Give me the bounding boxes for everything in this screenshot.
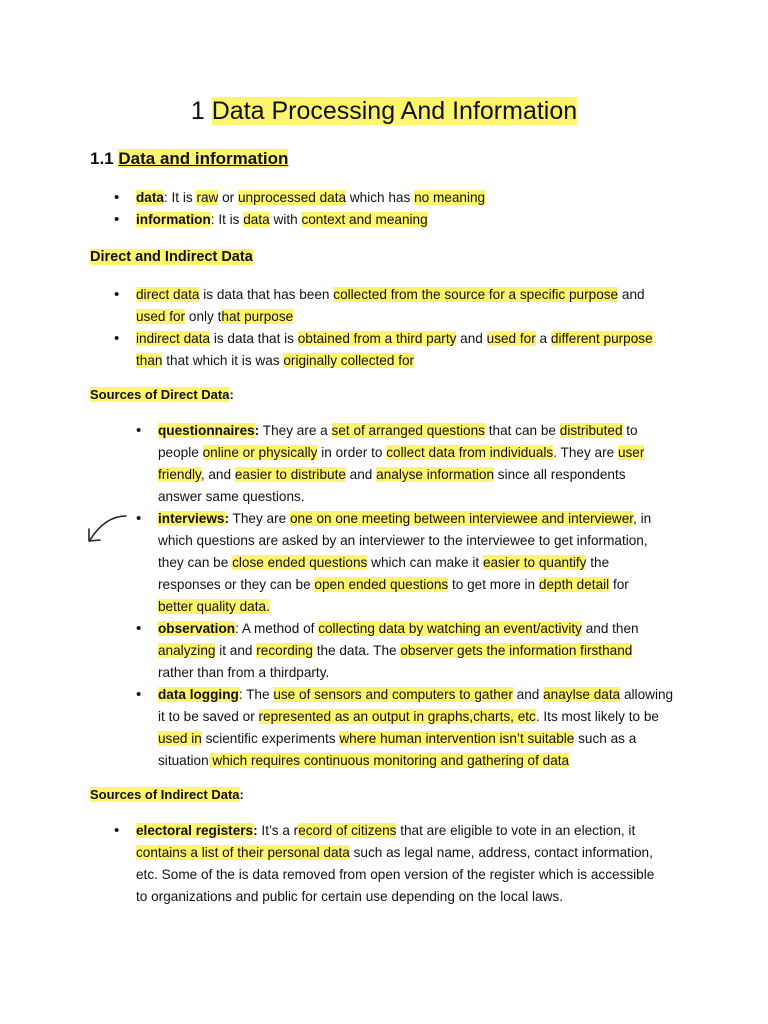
sources-direct-heading: Sources of Direct Data: [90, 387, 234, 402]
list-item: • electoral registers: It’s a record of citizens that are eligible to vote in an election, it contains a list of their personal data such as legal name, address, contact information, etc. Some of the is data removed from open version of the register which is accessible to organizations and public for certain use depending on the local laws. [136, 820, 681, 908]
handwritten-arrow-icon [82, 510, 130, 546]
section-heading: 1.1 Data and information [90, 149, 289, 168]
direct-indirect-heading: Direct and Indirect Data [90, 249, 253, 265]
list-item: • indirect data is data that is obtained from a third party and used for a different purpose than that which it is was originally collected for [136, 328, 653, 372]
list-item: • interviews: They are one on one meeting between interviewee and interviewer, in which questions are asked by an interviewer to the interviewee to get information, they can be close ended questions which can make it easier to quantify the responses or they can be open ended questions to get more in depth detail for better quality data. [158, 508, 688, 618]
list-item: • observation: A method of collecting data by watching an event/activity and then analyzing it and recording the data. The observer gets the information firsthand rather than from a thirdparty. [158, 618, 688, 684]
sources-indirect-list [136, 820, 681, 908]
list-item: • data logging: The use of sensors and computers to gather and anaylse data allowing it to be saved or represented as an output in graphs,charts, etc. Its most likely to be used in scientific experiments where human intervention isn’t suitable such as a situation which requires continuous monitoring and gathering of data [158, 684, 688, 772]
list-item: • questionnaires: They are a set of arranged questions that can be distributed to people online or physically in order to collect data from individuals. They are user friendly, and easier to distribute and analyse information since all respondents answer same questions. [158, 420, 688, 508]
list-item: • direct data is data that has been collected from the source for a specific purpose and used for only that purpose [136, 284, 653, 328]
list-item: • information: It is data with context and meaning [136, 209, 485, 231]
sources-direct-list [158, 420, 688, 772]
definitions-list [136, 187, 485, 231]
page-title: 1 Data Processing And Information [190, 97, 578, 125]
sources-indirect-heading: Sources of Indirect Data: [90, 787, 244, 802]
direct-indirect-list [136, 284, 653, 372]
list-item: • data: It is raw or unprocessed data which has no meaning [136, 187, 485, 209]
